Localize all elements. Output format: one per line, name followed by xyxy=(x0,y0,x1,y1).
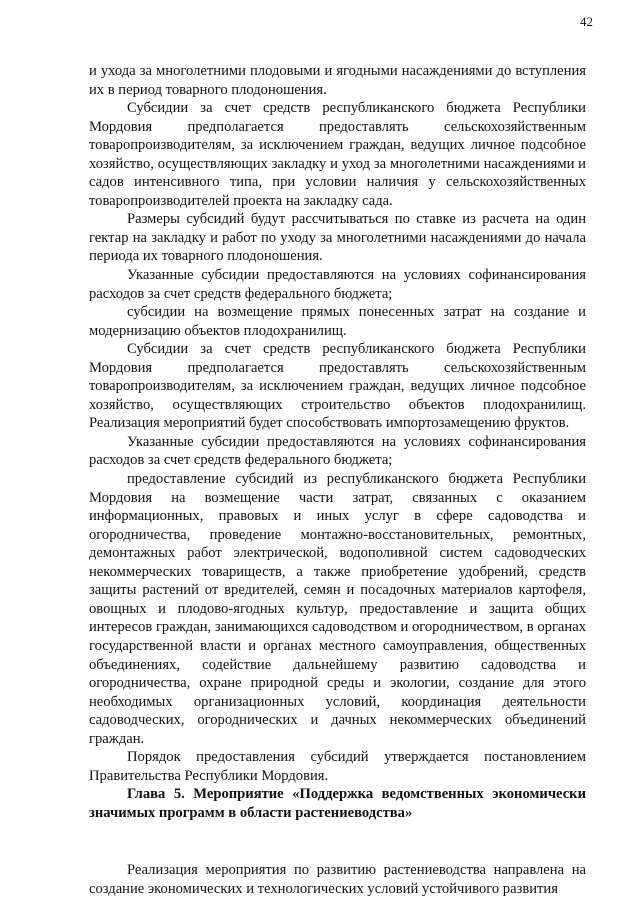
paragraph-8: предоставление субсидий из республиканского бюджета Республики Мордовия на возмещение части затрат, связанных с оказанием информационных, правовых и иных услуг в сфере садоводства и огородничества, проведение монтажно-восстановительных, ремонтных, демонтажных работ электрической, водополивной систем садоводческих некоммерческих товариществ, а также приобретение удобрений, средств защиты растений от вредителей, семян и посадочных материалов картофеля, овощных и плодово-ягодных культур, предоставление и защита общих интересов граждан, занимающихся садоводством и огородничеством, в органах государственной власти и органах местного самоуправления, общественных объединениях, содействие дальнейшему развитию садоводства и огородничества, охране природной среды и экологии, создание для этого необходимых организационных условий, координация деятельности садоводческих, огороднических и дачных некоммерческих объединений граждан. xyxy=(89,471,586,747)
closing-paragraph: Реализация мероприятия по развитию растениеводства направлена на создание экономических и технологических условий устойчивого развития xyxy=(89,862,586,897)
paragraph-1: и ухода за многолетними плодовыми и ягодными насаждениями до вступления их в период товарного плодоношения. xyxy=(89,63,586,98)
paragraph-2: Субсидии за счет средств республиканского бюджета Республики Мордовия предполагается предоставлять сельскохозяйственным товаропроизводителям, за исключением граждан, ведущих личное подсобное хозяйство, осуществляющих закладку и уход за многолетними насаждениями и садов интенсивного типа, при условии наличия у сельскохозяйственных товаропроизводителей проекта на закладку сада. xyxy=(89,100,586,209)
paragraph-4: Указанные субсидии предоставляются на условиях софинансирования расходов за счет средств федерального бюджета; xyxy=(89,267,586,302)
paragraph-5: субсидии на возмещение прямых понесенных затрат на создание и модернизацию объектов плодохранилищ. xyxy=(89,304,586,339)
paragraph-6: Субсидии за счет средств республиканского бюджета Республики Мордовия предполагается предоставлять сельскохозяйственным товаропроизводителям, за исключением граждан, ведущих личное подсобное хозяйство, осуществляющих строительство объектов плодохранилищ. Реализация мероприятий будет способствовать импортозамещению фруктов. xyxy=(89,341,586,432)
paragraph-9: Порядок предоставления субсидий утверждается постановлением Правительства Республики Мордовия. xyxy=(89,749,586,784)
page-number: 42 xyxy=(580,14,593,29)
document-body xyxy=(89,62,586,898)
paragraph-7: Указанные субсидии предоставляются на условиях софинансирования расходов за счет средств федерального бюджета; xyxy=(89,433,586,469)
chapter-title: Глава 5. Мероприятие «Поддержка ведомственных экономически значимых программ в области растениеводства» xyxy=(89,786,586,822)
paragraph-3: Размеры субсидий будут рассчитываться по ставке из расчета на один гектар на закладку и работ по уходу за многолетними насаждениями до начала периода их товарного плодоношения. xyxy=(89,211,586,265)
